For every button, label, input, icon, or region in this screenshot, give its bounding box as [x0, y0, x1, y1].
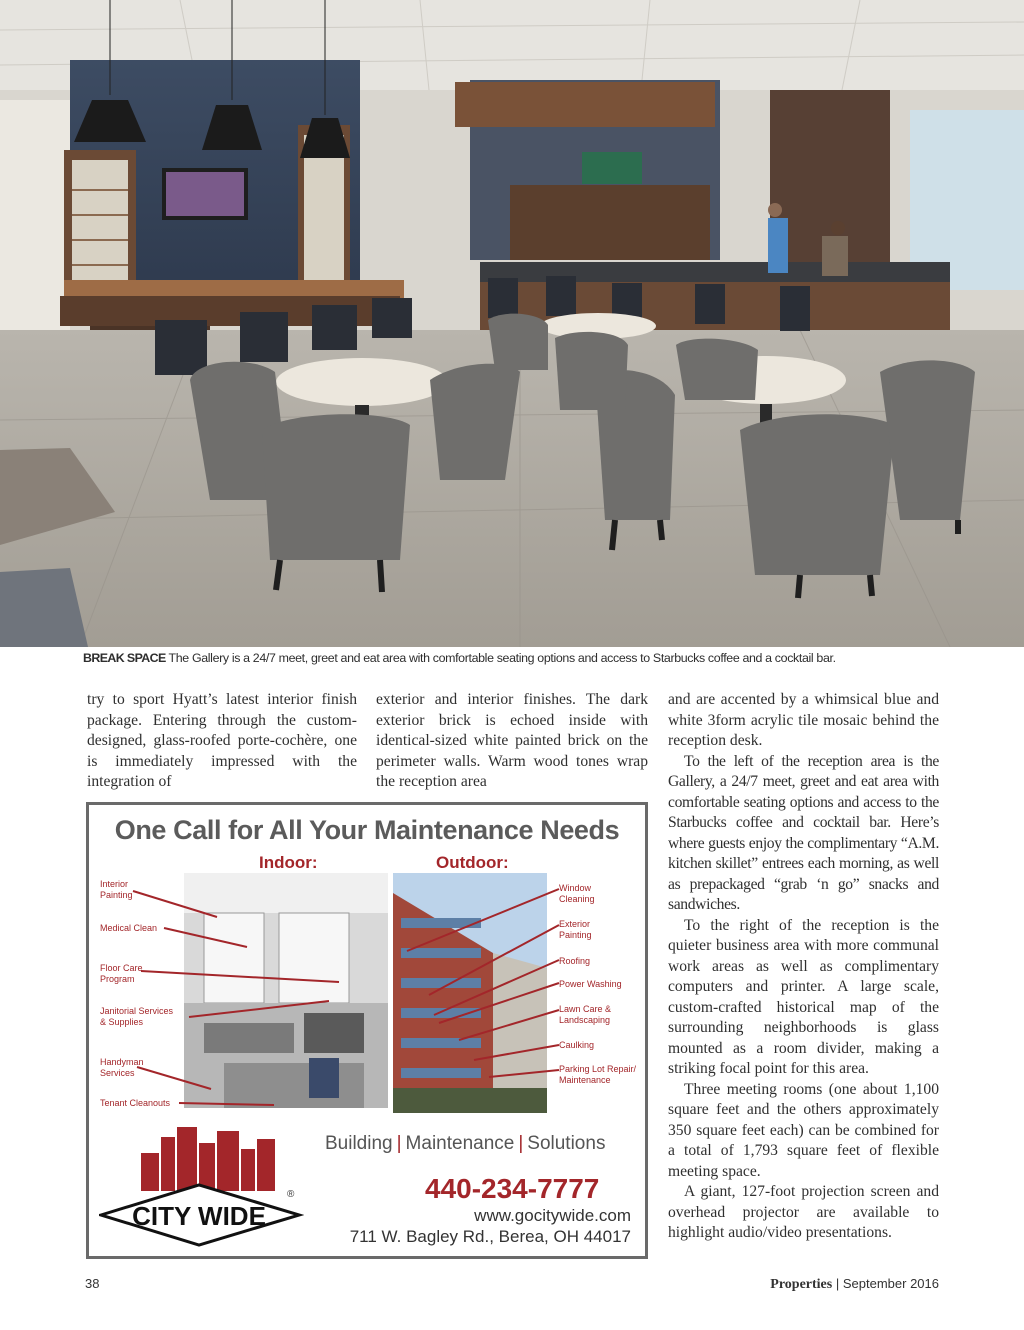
magazine-footer: [770, 1276, 939, 1293]
tagline-word: Solutions: [527, 1133, 606, 1154]
outdoor-service-label: Roofing: [559, 956, 591, 966]
column3-paragraph-4: Three meeting rooms (one about 1,100 square feet and the others approximately 350 square feet each) can be combined for a total of 1,793 square feet of flexible meeting space.: [668, 1080, 939, 1180]
magazine-name: Properties: [770, 1277, 833, 1292]
citywide-logo: [99, 1123, 304, 1247]
column2-text: exterior and interior finishes. The dark exterior brick is echoed inside with identical-sized white painted brick on the perimeter walls. Warm wood tones wrap the reception area: [376, 691, 648, 790]
article-column-2: [376, 690, 648, 793]
article-column-3: [668, 690, 939, 1244]
indoor-service-label: Handyman Services: [100, 1057, 144, 1078]
logo-text: CITY WIDE: [132, 1201, 266, 1231]
tagline-word: Maintenance: [405, 1133, 515, 1154]
registered-mark: ®: [287, 1189, 295, 1200]
outdoor-service-label: Power Washing: [559, 979, 622, 989]
hero-photo: [0, 0, 1024, 647]
indoor-service-label: Interior Painting: [100, 879, 133, 900]
outdoor-service-label: Parking Lot Repair/ Maintenance: [559, 1064, 637, 1085]
service-pointer-arrows: [89, 805, 645, 1125]
ad-address: 711 W. Bagley Rd., Berea, OH 44017: [349, 1227, 631, 1246]
ad-phone[interactable]: 440-234-7777: [425, 1173, 600, 1204]
page-number: 38: [85, 1276, 100, 1291]
caption-text: The Gallery is a 24/7 meet, greet and eat area with comfortable seating options and access to Starbucks coffee and a cocktail bar.: [168, 651, 836, 665]
ad-indoor-heading: Indoor:: [259, 853, 318, 872]
ad-website[interactable]: www.gocitywide.com: [474, 1206, 631, 1225]
indoor-service-label: Janitorial Services & Supplies: [100, 1006, 174, 1027]
footer-separator: |: [835, 1276, 840, 1291]
indoor-service-label: Medical Clean: [100, 923, 158, 933]
outdoor-service-label: Exterior Painting: [559, 919, 592, 940]
photo-caption: [83, 651, 963, 665]
indoor-service-label: Tenant Cleanouts: [100, 1098, 171, 1108]
column3-paragraph-2: To the left of the reception area is the Gallery, a 24/7 meet, greet and eat area with comfortable seating options and access to the Starbucks coffee and cocktail bar. Here’s where guests enjoy the complimentary “A.M. kitchen skillet” entrees each morning, as well as prepackaged “grab ‘n go” snacks and sandwiches.: [668, 752, 939, 913]
caption-lead: BREAK SPACE: [83, 651, 166, 665]
ad-outdoor-heading: Outdoor:: [436, 853, 509, 872]
column3-paragraph-1: and are accented by a whimsical blue and white 3form acrylic tile mosaic behind the reception desk.: [668, 691, 939, 749]
outdoor-service-label: Lawn Care & Landscaping: [559, 1004, 612, 1025]
ad-tagline: Building | Maintenance | Solutions: [325, 1133, 606, 1154]
tagline-word: Building: [325, 1133, 393, 1154]
column1-text: try to sport Hyatt’s latest interior finish package. Entering through the custom-designed, glass-roofed porte-cochère, one is immediately impressed with the integration of: [87, 691, 357, 790]
ad-title: One Call for All Your Maintenance Needs: [114, 815, 620, 845]
citywide-advertisement: [86, 802, 648, 1259]
issue-date: September 2016: [842, 1276, 939, 1291]
column3-paragraph-3: To the right of the reception is the quieter business area with more communal work areas as well as complimentary computers and printer. A large scale, custom-crafted historical map of the surrounding neighborhoods is glass mounted as a room divider, making a striking focal point for this area.: [668, 916, 939, 1077]
indoor-service-label: Floor Care Program: [100, 963, 143, 984]
outdoor-service-label: Caulking: [559, 1040, 595, 1050]
column3-paragraph-5: A giant, 127-foot projection screen and overhead projector are available to highlight audio/video presentations.: [668, 1183, 939, 1241]
outdoor-service-label: Window Cleaning: [559, 883, 595, 904]
gallery-lounge-illustration: [0, 0, 1024, 647]
article-column-1: [87, 690, 357, 793]
